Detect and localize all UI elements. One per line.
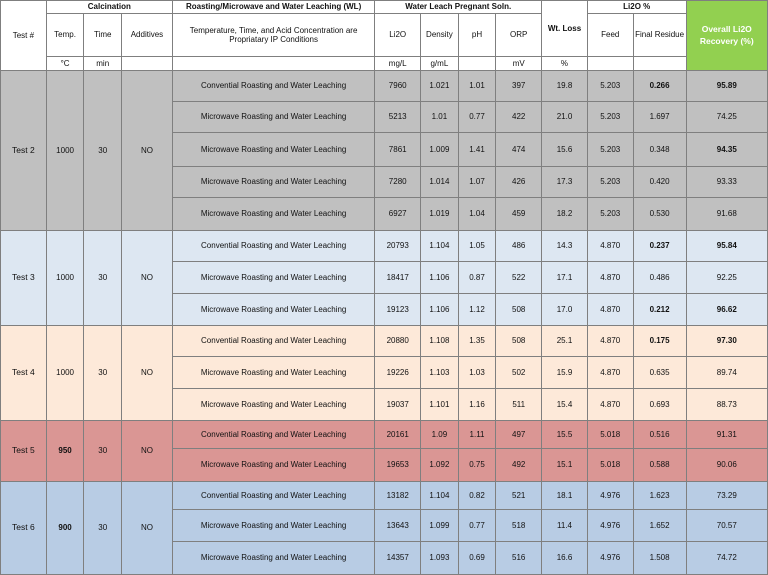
density-cell: 1.019 (421, 198, 459, 231)
header-additives: Additives (122, 14, 173, 57)
ph-cell: 0.77 (458, 510, 496, 542)
feed-cell: 4.870 (587, 357, 633, 389)
residue-cell: 0.420 (633, 167, 686, 198)
table-row (1, 71, 768, 102)
orp-cell: 474 (496, 133, 542, 167)
orp-cell: 426 (496, 167, 542, 198)
overall-cell: 95.89 (686, 71, 767, 102)
ph-cell: 0.69 (458, 542, 496, 575)
orp-cell: 518 (496, 510, 542, 542)
overall-cell: 74.72 (686, 542, 767, 575)
overall-cell: 93.33 (686, 167, 767, 198)
ph-cell: 1.11 (458, 421, 496, 449)
header-li2o-pct: Li2O % (587, 1, 686, 14)
wtloss-cell: 17.1 (542, 262, 588, 294)
overall-cell: 91.68 (686, 198, 767, 231)
header-ph: pH (458, 14, 496, 57)
li2o-cell: 5213 (375, 102, 421, 133)
density-cell: 1.103 (421, 357, 459, 389)
density-cell: 1.106 (421, 262, 459, 294)
wtloss-cell: 16.6 (542, 542, 588, 575)
wtloss-cell: 25.1 (542, 326, 588, 357)
orp-cell: 508 (496, 294, 542, 326)
wtloss-cell: 11.4 (542, 510, 588, 542)
density-cell: 1.104 (421, 231, 459, 262)
li2o-cell: 19037 (375, 389, 421, 421)
density-cell: 1.101 (421, 389, 459, 421)
method-cell: Microwave Roasting and Water Leaching (172, 357, 374, 389)
wtloss-cell: 15.5 (542, 421, 588, 449)
residue-cell: 0.212 (633, 294, 686, 326)
feed-cell: 4.870 (587, 231, 633, 262)
residue-cell: 0.693 (633, 389, 686, 421)
additives-value: NO (122, 421, 173, 482)
orp-cell: 492 (496, 449, 542, 482)
temp-value: 900 (46, 482, 84, 575)
li2o-cell: 13643 (375, 510, 421, 542)
method-cell: Convential Roasting and Water Leaching (172, 71, 374, 102)
unit-orp: mV (496, 57, 542, 71)
wtloss-cell: 15.4 (542, 389, 588, 421)
feed-cell: 4.870 (587, 326, 633, 357)
wtloss-cell: 18.2 (542, 198, 588, 231)
orp-cell: 459 (496, 198, 542, 231)
feed-cell: 5.203 (587, 133, 633, 167)
method-cell: Convential Roasting and Water Leaching (172, 482, 374, 510)
density-cell: 1.108 (421, 326, 459, 357)
overall-cell: 91.31 (686, 421, 767, 449)
time-value: 30 (84, 421, 122, 482)
li2o-cell: 20161 (375, 421, 421, 449)
overall-cell: 74.25 (686, 102, 767, 133)
density-cell: 1.009 (421, 133, 459, 167)
ph-cell: 1.35 (458, 326, 496, 357)
li2o-cell: 19653 (375, 449, 421, 482)
header-wt-loss: Wt. Loss (542, 1, 588, 57)
wtloss-cell: 15.1 (542, 449, 588, 482)
wtloss-cell: 18.1 (542, 482, 588, 510)
orp-cell: 508 (496, 326, 542, 357)
temp-value: 950 (46, 421, 84, 482)
residue-cell: 1.697 (633, 102, 686, 133)
li2o-cell: 7861 (375, 133, 421, 167)
overall-cell: 88.73 (686, 389, 767, 421)
method-cell: Microwave Roasting and Water Leaching (172, 133, 374, 167)
method-cell: Microwave Roasting and Water Leaching (172, 294, 374, 326)
feed-cell: 4.870 (587, 262, 633, 294)
time-value: 30 (84, 231, 122, 326)
li2o-cell: 13182 (375, 482, 421, 510)
method-cell: Convential Roasting and Water Leaching (172, 231, 374, 262)
feed-cell: 4.976 (587, 510, 633, 542)
overall-cell: 70.57 (686, 510, 767, 542)
density-cell: 1.106 (421, 294, 459, 326)
li2o-cell: 20880 (375, 326, 421, 357)
unit-wt-loss: % (542, 57, 588, 71)
orp-cell: 497 (496, 421, 542, 449)
orp-cell: 397 (496, 71, 542, 102)
feed-cell: 4.870 (587, 389, 633, 421)
li2o-cell: 18417 (375, 262, 421, 294)
ph-cell: 0.82 (458, 482, 496, 510)
method-cell: Microwave Roasting and Water Leaching (172, 449, 374, 482)
overall-cell: 73.29 (686, 482, 767, 510)
overall-cell: 89.74 (686, 357, 767, 389)
residue-cell: 0.175 (633, 326, 686, 357)
method-cell: Microwave Roasting and Water Leaching (172, 102, 374, 133)
feed-cell: 5.203 (587, 198, 633, 231)
residue-cell: 0.635 (633, 357, 686, 389)
li2o-cell: 19123 (375, 294, 421, 326)
temp-value: 1000 (46, 231, 84, 326)
additives-value: NO (122, 326, 173, 421)
additives-value: NO (122, 71, 173, 231)
orp-cell: 522 (496, 262, 542, 294)
table-header (1, 1, 768, 71)
ph-cell: 0.75 (458, 449, 496, 482)
density-cell: 1.014 (421, 167, 459, 198)
method-cell: Convential Roasting and Water Leaching (172, 326, 374, 357)
method-cell: Microwave Roasting and Water Leaching (172, 198, 374, 231)
unit-final-residue (633, 57, 686, 71)
header-calcination: Calcination (46, 1, 172, 14)
method-cell: Microwave Roasting and Water Leaching (172, 389, 374, 421)
header-final-residue: Final Residue (633, 14, 686, 57)
orp-cell: 521 (496, 482, 542, 510)
overall-cell: 94.35 (686, 133, 767, 167)
ph-cell: 1.41 (458, 133, 496, 167)
unit-time: min (84, 57, 122, 71)
wtloss-cell: 14.3 (542, 231, 588, 262)
residue-cell: 1.508 (633, 542, 686, 575)
unit-ph (458, 57, 496, 71)
li2o-cell: 19226 (375, 357, 421, 389)
header-pregnant-solution: Water Leach Pregnant Soln. (375, 1, 542, 14)
table-row (1, 421, 768, 449)
feed-cell: 5.203 (587, 71, 633, 102)
li2o-cell: 6927 (375, 198, 421, 231)
feed-cell: 5.203 (587, 102, 633, 133)
li2o-cell: 7960 (375, 71, 421, 102)
unit-temp: °C (46, 57, 84, 71)
density-cell: 1.01 (421, 102, 459, 133)
additives-value: NO (122, 482, 173, 575)
header-conditions-note: Temperature, Time, and Acid Concentration are Propriatary IP Conditions (172, 14, 374, 57)
feed-cell: 4.976 (587, 482, 633, 510)
ph-cell: 1.01 (458, 71, 496, 102)
overall-cell: 90.06 (686, 449, 767, 482)
time-value: 30 (84, 482, 122, 575)
feed-cell: 4.870 (587, 294, 633, 326)
overall-cell: 97.30 (686, 326, 767, 357)
orp-cell: 422 (496, 102, 542, 133)
orp-cell: 511 (496, 389, 542, 421)
method-cell: Convential Roasting and Water Leaching (172, 421, 374, 449)
residue-cell: 0.516 (633, 421, 686, 449)
unit-roasting (172, 57, 374, 71)
header-overall-recovery: Overall Li2O Recovery (%) (686, 1, 767, 71)
feed-cell: 5.018 (587, 449, 633, 482)
density-cell: 1.092 (421, 449, 459, 482)
ph-cell: 0.87 (458, 262, 496, 294)
residue-cell: 1.652 (633, 510, 686, 542)
method-cell: Microwave Roasting and Water Leaching (172, 167, 374, 198)
orp-cell: 486 (496, 231, 542, 262)
li2o-cell: 7280 (375, 167, 421, 198)
feed-cell: 5.203 (587, 167, 633, 198)
overall-cell: 96.62 (686, 294, 767, 326)
residue-cell: 1.623 (633, 482, 686, 510)
test-label: Test 3 (1, 231, 47, 326)
wtloss-cell: 17.3 (542, 167, 588, 198)
table-row (1, 482, 768, 510)
density-cell: 1.021 (421, 71, 459, 102)
header-test: Test # (1, 1, 47, 71)
header-feed: Feed (587, 14, 633, 57)
density-cell: 1.09 (421, 421, 459, 449)
header-roasting: Roasting/Microwave and Water Leaching (WL) (172, 1, 374, 14)
test-label: Test 6 (1, 482, 47, 575)
ph-cell: 0.77 (458, 102, 496, 133)
feed-cell: 4.976 (587, 542, 633, 575)
table-body (1, 71, 768, 575)
method-cell: Microwave Roasting and Water Leaching (172, 510, 374, 542)
overall-cell: 95.84 (686, 231, 767, 262)
wtloss-cell: 21.0 (542, 102, 588, 133)
header-orp: ORP (496, 14, 542, 57)
wtloss-cell: 15.6 (542, 133, 588, 167)
header-density: Density (421, 14, 459, 57)
residue-cell: 0.348 (633, 133, 686, 167)
residue-cell: 0.486 (633, 262, 686, 294)
residue-cell: 0.588 (633, 449, 686, 482)
method-cell: Microwave Roasting and Water Leaching (172, 262, 374, 294)
density-cell: 1.104 (421, 482, 459, 510)
table-row (1, 231, 768, 262)
test-label: Test 2 (1, 71, 47, 231)
ph-cell: 1.03 (458, 357, 496, 389)
unit-additives (122, 57, 173, 71)
li2o-cell: 20793 (375, 231, 421, 262)
density-cell: 1.099 (421, 510, 459, 542)
additives-value: NO (122, 231, 173, 326)
wtloss-cell: 15.9 (542, 357, 588, 389)
time-value: 30 (84, 326, 122, 421)
residue-cell: 0.237 (633, 231, 686, 262)
orp-cell: 502 (496, 357, 542, 389)
unit-density: g/mL (421, 57, 459, 71)
test-label: Test 5 (1, 421, 47, 482)
density-cell: 1.093 (421, 542, 459, 575)
ph-cell: 1.05 (458, 231, 496, 262)
orp-cell: 516 (496, 542, 542, 575)
header-time: Time (84, 14, 122, 57)
residue-cell: 0.530 (633, 198, 686, 231)
test-label: Test 4 (1, 326, 47, 421)
table-row (1, 326, 768, 357)
temp-value: 1000 (46, 326, 84, 421)
ph-cell: 1.12 (458, 294, 496, 326)
time-value: 30 (84, 71, 122, 231)
overall-cell: 92.25 (686, 262, 767, 294)
li2o-cell: 14357 (375, 542, 421, 575)
temp-value: 1000 (46, 71, 84, 231)
ph-cell: 1.07 (458, 167, 496, 198)
residue-cell: 0.266 (633, 71, 686, 102)
ph-cell: 1.04 (458, 198, 496, 231)
wtloss-cell: 17.0 (542, 294, 588, 326)
header-temp: Temp. (46, 14, 84, 57)
header-li2o: Li2O (375, 14, 421, 57)
unit-feed (587, 57, 633, 71)
wtloss-cell: 19.8 (542, 71, 588, 102)
unit-li2o: mg/L (375, 57, 421, 71)
method-cell: Microwave Roasting and Water Leaching (172, 542, 374, 575)
ph-cell: 1.16 (458, 389, 496, 421)
feed-cell: 5.018 (587, 421, 633, 449)
